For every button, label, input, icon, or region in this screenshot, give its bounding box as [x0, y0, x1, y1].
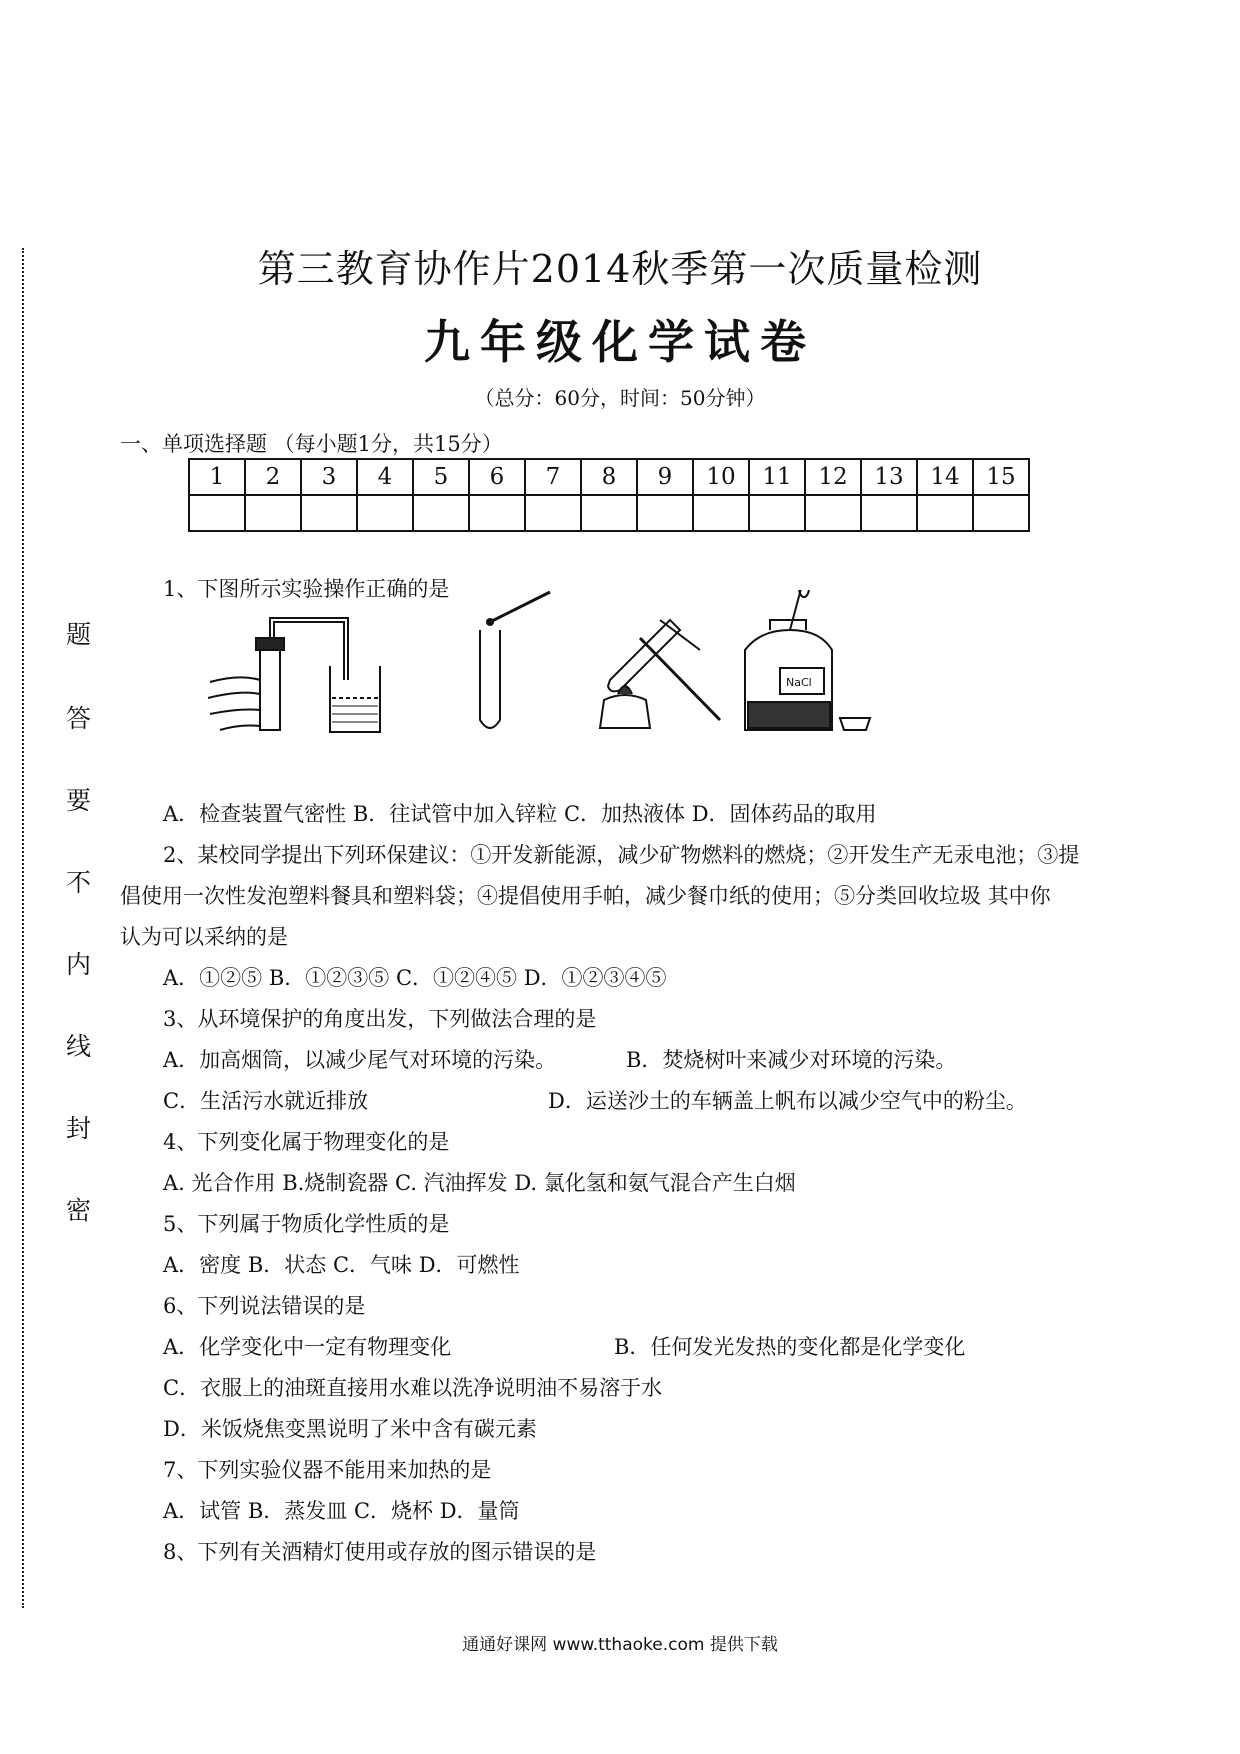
- nacl-label: NaCl: [786, 676, 812, 689]
- answer-number-cell: 9: [637, 459, 693, 495]
- answer-number-cell: 7: [525, 459, 581, 495]
- question-2-line-2: 倡使用一次性发泡塑料餐具和塑料袋；④提倡使用手帕，减少餐巾纸的使用；⑤分类回收垃圾 其中你: [120, 884, 1051, 908]
- question-8-stem: 8、下列有关酒精灯使用或存放的图示错误的是: [163, 1540, 597, 1564]
- answer-blank-cell[interactable]: [805, 495, 861, 531]
- answer-blank-cell[interactable]: [693, 495, 749, 531]
- airtightness-check-figure: [208, 618, 380, 732]
- answer-number-cell: 6: [469, 459, 525, 495]
- answer-table: [188, 458, 1030, 532]
- q1-figures: [200, 590, 940, 740]
- answer-number-cell: 2: [245, 459, 301, 495]
- answer-number-cell: 3: [301, 459, 357, 495]
- exam-meta: （总分：60分，时间：50分钟）: [474, 386, 766, 410]
- question-6-option-d: D．米饭烧焦变黑说明了米中含有碳元素: [163, 1417, 537, 1441]
- question-6-option-b: B．任何发光发热的变化都是化学变化: [614, 1335, 966, 1359]
- answer-blank-cell[interactable]: [301, 495, 357, 531]
- answer-blank-cell[interactable]: [749, 495, 805, 531]
- margin-char: 要: [66, 786, 92, 815]
- question-1-options: A．检查装置气密性 B．往试管中加入锌粒 C．加热液体 D．固体药品的取用: [163, 802, 877, 826]
- answer-blank-cell[interactable]: [245, 495, 301, 531]
- question-2-options: A．①②⑤ B．①②③⑤ C．①②④⑤ D．①②③④⑤: [163, 966, 667, 990]
- question-3-option-d: D．运送沙土的车辆盖上帆布以减少空气中的粉尘。: [548, 1089, 1027, 1113]
- question-3-option-b: B．焚烧树叶来减少对环境的污染。: [626, 1048, 957, 1072]
- answer-blank-cell[interactable]: [525, 495, 581, 531]
- margin-char: 内: [66, 950, 92, 979]
- answer-number-cell: 1: [189, 459, 245, 495]
- question-2-line-1: 2、某校同学提出下列环保建议：①开发新能源，减少矿物燃料的燃烧；②开发生产无汞电池；③提: [163, 843, 1080, 867]
- section-heading: 一、单项选择题 （每小题1分，共15分）: [120, 432, 503, 456]
- answer-number-cell: 10: [693, 459, 749, 495]
- margin-char: 封: [66, 1114, 92, 1143]
- question-5-stem: 5、下列属于物质化学性质的是: [163, 1212, 450, 1236]
- add-zinc-figure: [480, 592, 550, 728]
- question-5-options: A．密度 B．状态 C．气味 D．可燃性: [163, 1253, 520, 1277]
- question-6-option-c: C．衣服上的油斑直接用水难以洗净说明油不易溶于水: [163, 1376, 663, 1400]
- answer-blank-row: [189, 495, 1029, 531]
- answer-blank-cell[interactable]: [581, 495, 637, 531]
- answer-number-cell: 13: [861, 459, 917, 495]
- question-3-stem: 3、从环境保护的角度出发，下列做法合理的是: [163, 1007, 597, 1031]
- question-7-stem: 7、下列实验仪器不能用来加热的是: [163, 1458, 492, 1482]
- question-3-option-a: A．加高烟筒，以减少尾气对环境的污染。: [163, 1048, 557, 1072]
- question-4-options: A. 光合作用 B.烧制瓷器 C. 汽油挥发 D. 氯化氢和氨气混合产生白烟: [163, 1171, 796, 1195]
- heating-liquid-figure: [600, 620, 720, 728]
- question-7-options: A．试管 B．蒸发皿 C．烧杯 D．量筒: [163, 1499, 520, 1523]
- margin-char: 密: [66, 1196, 92, 1225]
- question-6-option-a: A．化学变化中一定有物理变化: [163, 1335, 452, 1359]
- answer-blank-cell[interactable]: [413, 495, 469, 531]
- answer-blank-cell[interactable]: [637, 495, 693, 531]
- answer-blank-cell[interactable]: [973, 495, 1029, 531]
- answer-blank-cell[interactable]: [469, 495, 525, 531]
- answer-blank-cell[interactable]: [861, 495, 917, 531]
- answer-number-cell: 15: [973, 459, 1029, 495]
- answer-number-cell: 12: [805, 459, 861, 495]
- answer-blank-cell[interactable]: [917, 495, 973, 531]
- binding-dotted-line: [22, 248, 24, 1608]
- margin-char: 线: [66, 1032, 92, 1061]
- question-3-option-c: C．生活污水就近排放: [163, 1089, 369, 1113]
- answer-blank-cell[interactable]: [189, 495, 245, 531]
- question-4-stem: 4、下列变化属于物理变化的是: [163, 1130, 450, 1154]
- margin-char: 答: [66, 704, 92, 733]
- answer-number-cell: 8: [581, 459, 637, 495]
- page-footer: 通通好课网 www.tthaoke.com 提供下载: [462, 1635, 778, 1655]
- exam-subtitle: 九年级化学试卷: [424, 315, 816, 369]
- answer-number-cell: 11: [749, 459, 805, 495]
- answer-blank-cell[interactable]: [357, 495, 413, 531]
- exam-title: 第三教育协作片2014秋季第一次质量检测: [257, 247, 983, 291]
- question-1-stem: 1、下图所示实验操作正确的是: [163, 577, 450, 601]
- answer-number-cell: 4: [357, 459, 413, 495]
- margin-char: 不: [66, 868, 92, 897]
- answer-number-cell: 14: [917, 459, 973, 495]
- margin-char: 题: [66, 620, 92, 649]
- answer-number-row: [189, 459, 1029, 495]
- solid-reagent-figure: [745, 590, 870, 730]
- question-6-stem: 6、下列说法错误的是: [163, 1294, 366, 1318]
- question-2-line-3: 认为可以采纳的是: [120, 925, 288, 949]
- answer-number-cell: 5: [413, 459, 469, 495]
